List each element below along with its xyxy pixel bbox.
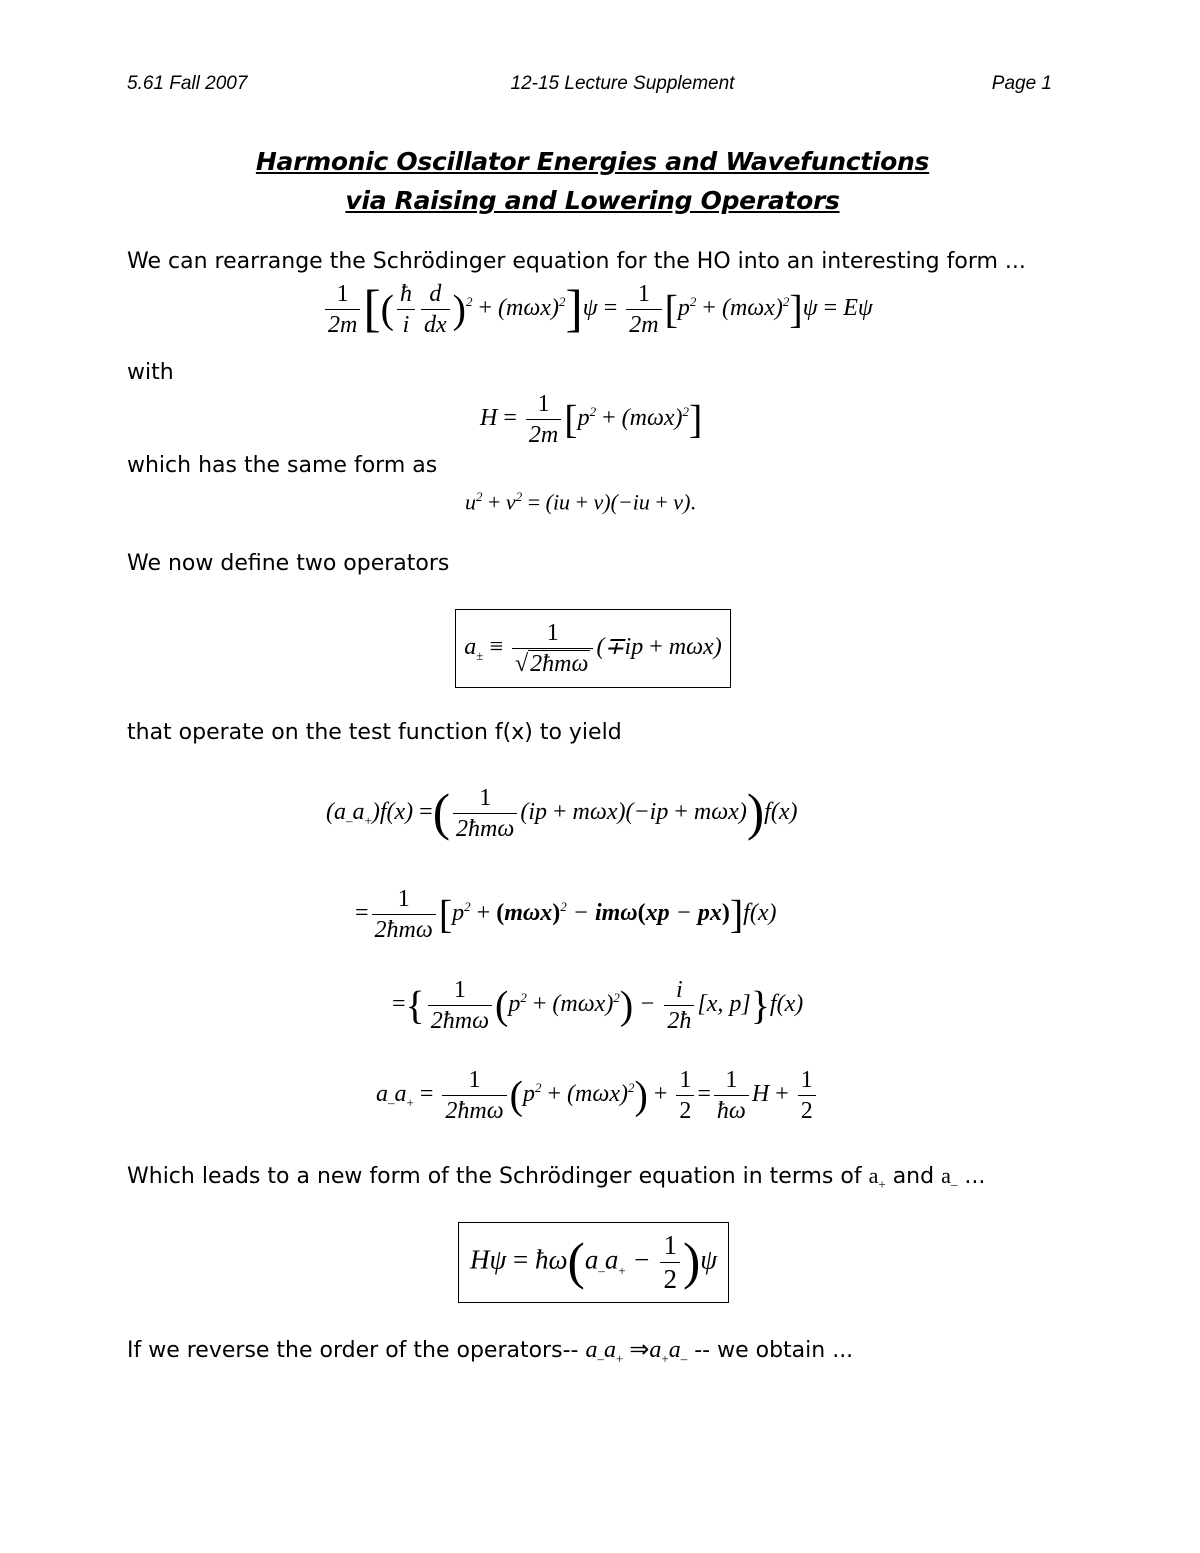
equation-reverse-operators: $a_-a_+$ $\Rightarrow a_+a_-$ (585, 1337, 688, 1366)
paragraph-new-form-and: and (885, 1164, 942, 1189)
a-minus-letter: a (941, 1163, 951, 1188)
equation-operator-product-result: $a_-a_+$ = $\frac{1}{\text{2ħmω}}$ $(p^2 + (m\omega x)^2)$ + $\frac{1}{2}$ = $\frac{1}{ħ\omega}$ H + $\frac{1}{2}$ (376, 1068, 819, 1123)
a-plus-letter: a (868, 1163, 879, 1188)
header-course: 5.61 Fall 2007 (127, 73, 248, 94)
header-page-number: Page 1 (991, 73, 1052, 94)
paragraph-new-form (127, 1163, 985, 1192)
equation-schrodinger-rearranged: $\frac{1}{2m}$ [( $\frac{ħ}{i}$ $\frac{d}{dx}$ )$^2 + (m\omega x)^2]\psi$ = $\frac{1}{2m}$ $[p^2 + (m\omega x)^2]\psi = E\psi$ (322, 282, 873, 337)
paragraph-with: with (127, 360, 174, 385)
symbol-a-minus (941, 1163, 958, 1192)
equation-factorization: $u^2 + v^2 = (iu + v)(-iu + v)$. (465, 489, 696, 515)
page-title-line1: Harmonic Oscillator Energies and Wavefunctions (255, 147, 930, 176)
boxed-operator-definition (455, 609, 731, 688)
paragraph-intro: We can rearrange the Schrödinger equation for the HO into an interesting form ... (127, 249, 1026, 274)
equation-ladder-operators: $a_\pm$ ≡ $\frac{1}{\text{√2ħmω}}$ (∓ip + mωx) (464, 620, 722, 677)
header-title: 12-15 Lecture Supplement (510, 73, 735, 94)
paragraph-reverse-order-end: -- we obtain ... (687, 1338, 854, 1363)
symbol-a-plus (868, 1163, 886, 1192)
paragraph-same-form: which has the same form as (127, 453, 438, 478)
equation-commutator-form: ={ $\frac{1}{\text{2ħmω}}$ $(p^2 + (m\omega x)^2)$ − $\frac{i}{2ħ}$ [x, p]}f(x) (392, 977, 804, 1034)
paragraph-new-form-ellipsis: ... (957, 1164, 986, 1189)
boxed-schrodinger-equation (458, 1222, 729, 1303)
paragraph-define-operators: We now define two operators (127, 551, 450, 576)
equation-hamiltonian: H = $\frac{1}{2m}$ $[p^2 + (m\omega x)^2]$ (480, 391, 703, 448)
paragraph-new-form-text: Which leads to a new form of the Schrödinger equation in terms of (127, 1164, 869, 1189)
a-plus-subscript: + (878, 1176, 886, 1192)
page-title-line2: via Raising and Lowering Operators (345, 186, 840, 215)
paragraph-test-function: that operate on the test function f(x) to yield (127, 720, 622, 745)
paragraph-reverse-order (127, 1338, 853, 1365)
paragraph-reverse-order-text: If we reverse the order of the operators-- (127, 1338, 586, 1363)
equation-schrodinger-ladder: $H\psi = ħ\omega(a_-a_+$ − $\frac{1}{2}$ )ψ (469, 1230, 718, 1294)
a-minus-subscript: – (950, 1176, 958, 1192)
equation-expanded: = $\frac{1}{\text{2ħmω}}$ $[p^2 + (m\omega x)^2 - im\omega(xp - px)]f(x)$ (355, 886, 777, 943)
equation-product-on-f: $(a_-a_+)f(x)$ =( $\frac{1}{\text{2ħmω}}$ (ip + mωx)(−ip + mωx))f(x) (326, 784, 798, 842)
